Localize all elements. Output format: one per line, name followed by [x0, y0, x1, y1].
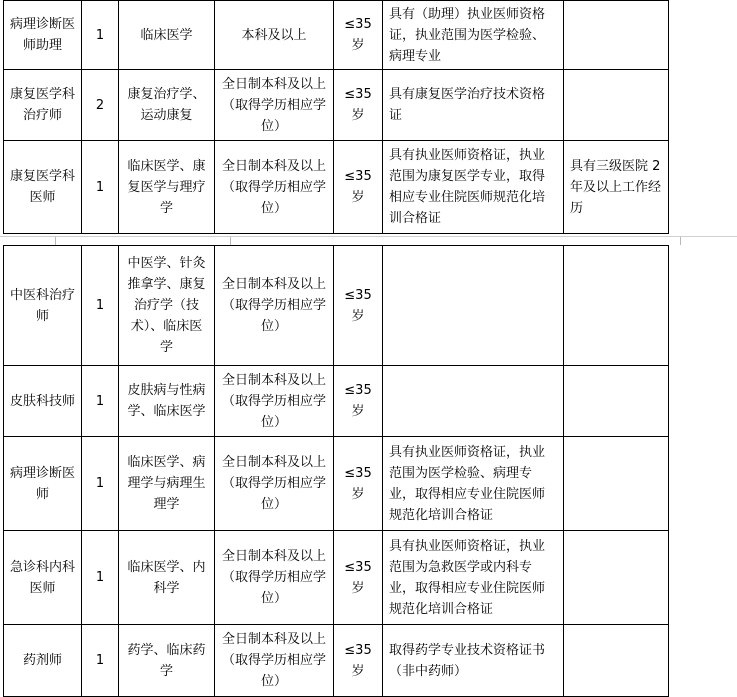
page-gap-tick [55, 237, 56, 245]
education-cell: 全日制本科及以上（取得学历相应学位） [215, 531, 334, 625]
position-cell: 皮肤科技师 [4, 366, 82, 437]
position-cell: 病理诊断医师助理 [4, 1, 82, 70]
major-cell: 临床医学、病理学与病理生理学 [119, 437, 215, 531]
other-cell [564, 437, 669, 531]
major-cell: 临床医学 [119, 1, 215, 70]
table-row [4, 437, 669, 531]
table-row [4, 70, 669, 141]
education-cell: 全日制本科及以上（取得学历相应学位） [215, 70, 334, 141]
major-cell: 药学、临床药学 [119, 625, 215, 697]
count-cell: 1 [82, 141, 119, 234]
major-cell: 皮肤病与性病学、临床医学 [119, 366, 215, 437]
other-cell [564, 70, 669, 141]
position-cell: 药剂师 [4, 625, 82, 697]
job-table-bottom [3, 245, 669, 697]
position-cell: 康复医学科治疗师 [4, 70, 82, 141]
other-cell [564, 366, 669, 437]
requirement-cell [383, 246, 564, 366]
count-cell: 1 [82, 531, 119, 625]
other-cell [564, 531, 669, 625]
requirement-cell: 具有执业医师资格证，执业范围为医学检验、病理专业，取得相应专业住院医师规范化培训合格证 [383, 437, 564, 531]
age-cell: ≤35岁 [334, 437, 383, 531]
job-table-top [3, 0, 669, 234]
education-cell: 本科及以上 [215, 1, 334, 70]
table-row [4, 246, 669, 366]
table-row [4, 531, 669, 625]
other-cell [564, 1, 669, 70]
requirement-cell: 具有执业医师资格证，执业范围为急救医学或内科专业，取得相应专业住院医师规范化培训合格证 [383, 531, 564, 625]
requirement-cell: 具有（助理）执业医师资格证，执业范围为医学检验、病理专业 [383, 1, 564, 70]
other-cell [564, 246, 669, 366]
education-cell: 全日制本科及以上（取得学历相应学位） [215, 141, 334, 234]
major-cell: 临床医学、内科学 [119, 531, 215, 625]
age-cell: ≤35岁 [334, 246, 383, 366]
other-cell: 具有三级医院 2 年及以上工作经历 [564, 141, 669, 234]
age-cell: ≤35岁 [334, 366, 383, 437]
count-cell: 2 [82, 70, 119, 141]
table-row [4, 1, 669, 70]
major-cell: 临床医学、康复医学与理疗学 [119, 141, 215, 234]
page-gap-line [0, 236, 737, 237]
age-cell: ≤35岁 [334, 531, 383, 625]
position-cell: 中医科治疗师 [4, 246, 82, 366]
education-cell: 全日制本科及以上（取得学历相应学位） [215, 366, 334, 437]
requirement-cell: 取得药学专业技术资格证书（非中药师） [383, 625, 564, 697]
position-cell: 病理诊断医师 [4, 437, 82, 531]
page-gap-tick [230, 237, 231, 245]
requirement-cell [383, 366, 564, 437]
education-cell: 全日制本科及以上（取得学历相应学位） [215, 437, 334, 531]
count-cell: 1 [82, 437, 119, 531]
position-cell: 急诊科内科医师 [4, 531, 82, 625]
count-cell: 1 [82, 246, 119, 366]
count-cell: 1 [82, 1, 119, 70]
education-cell: 全日制本科及以上（取得学历相应学位） [215, 625, 334, 697]
age-cell: ≤35 岁 [334, 1, 383, 70]
age-cell: ≤35岁 [334, 625, 383, 697]
page-gap-tick [680, 237, 681, 245]
count-cell: 1 [82, 625, 119, 697]
age-cell: ≤35 岁 [334, 141, 383, 234]
education-cell: 全日制本科及以上（取得学历相应学位） [215, 246, 334, 366]
other-cell [564, 625, 669, 697]
major-cell: 康复治疗学、运动康复 [119, 70, 215, 141]
count-cell: 1 [82, 366, 119, 437]
requirement-cell: 具有执业医师资格证，执业范围为康复医学专业，取得相应专业住院医师规范化培训合格证 [383, 141, 564, 234]
table-row [4, 366, 669, 437]
table-row [4, 141, 669, 234]
age-cell: ≤35 岁 [334, 70, 383, 141]
requirement-cell: 具有康复医学治疗技术资格证 [383, 70, 564, 141]
position-cell: 康复医学科医师 [4, 141, 82, 234]
major-cell: 中医学、针灸推拿学、康复治疗学（技术）、临床医学 [119, 246, 215, 366]
table-row [4, 625, 669, 697]
